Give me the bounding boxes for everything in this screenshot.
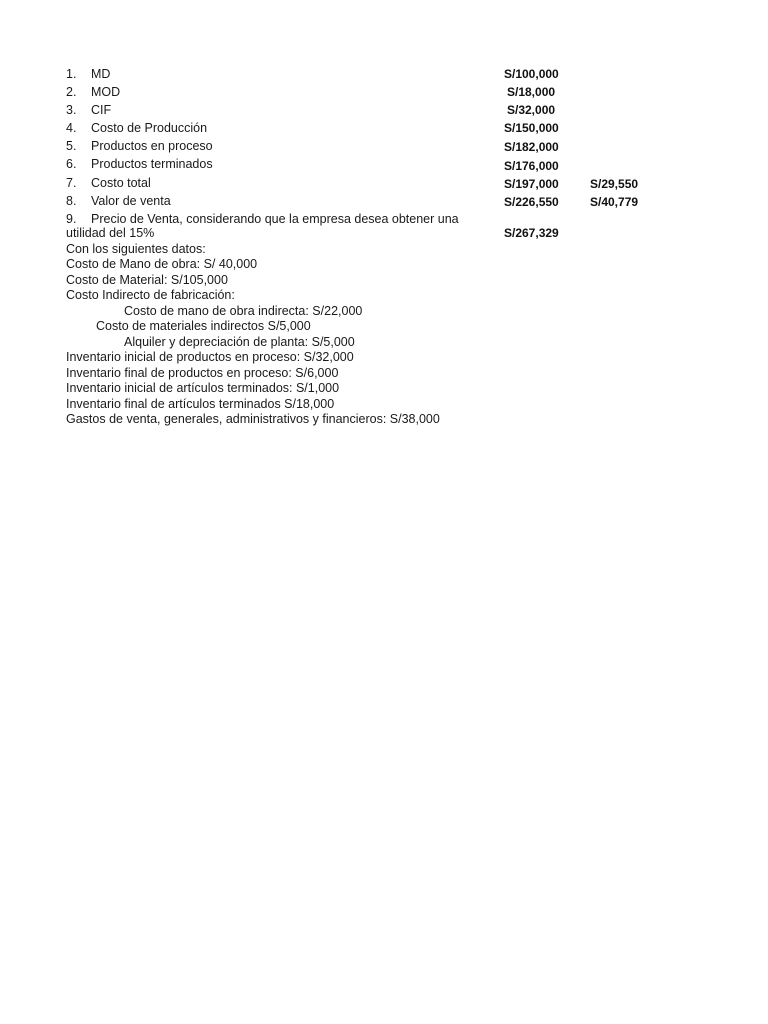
data-mano-obra: Costo de Mano de obra: S/ 40,000 bbox=[66, 257, 258, 271]
item-label: Productos en proceso bbox=[91, 139, 213, 153]
item-value-costo-produccion: S/150,000 bbox=[504, 121, 559, 135]
item-value-mod: S/18,000 bbox=[507, 85, 556, 99]
item-number: 5. bbox=[66, 139, 77, 153]
item-number: 6. bbox=[66, 157, 77, 171]
data-intro: Con los siguientes datos: bbox=[66, 242, 206, 256]
item-label: CIF bbox=[91, 103, 112, 117]
item-value2-costo-total: S/29,550 bbox=[590, 177, 639, 191]
item-number: 4. bbox=[66, 121, 77, 135]
item-number: 1. bbox=[66, 67, 77, 81]
data-materiales-indirectos: Costo de materiales indirectos S/5,000 bbox=[96, 319, 311, 333]
item-value-valor-venta: S/226,550 bbox=[504, 195, 559, 209]
item-label: Valor de venta bbox=[91, 194, 171, 208]
data-mano-obra-indirecta: Costo de mano de obra indirecta: S/22,000 bbox=[124, 304, 363, 318]
item-label: Productos terminados bbox=[91, 157, 213, 171]
data-cif-header: Costo Indirecto de fabricación: bbox=[66, 288, 235, 302]
item-value-productos-proceso: S/182,000 bbox=[504, 140, 559, 154]
item-label-continuation: utilidad del 15% bbox=[66, 226, 155, 240]
item-value2-valor-venta: S/40,779 bbox=[590, 195, 639, 209]
item-label: Precio de Venta, considerando que la empresa desea obtener una bbox=[91, 212, 459, 226]
data-material: Costo de Material: S/105,000 bbox=[66, 273, 228, 287]
data-inv-final-proceso: Inventario final de productos en proceso: S/6,000 bbox=[66, 366, 339, 380]
item-value-costo-total: S/197,000 bbox=[504, 177, 559, 191]
data-inv-inicial-terminados: Inventario inicial de artículos terminados: S/1,000 bbox=[66, 381, 340, 395]
item-label: Costo de Producción bbox=[91, 121, 208, 135]
item-label: MOD bbox=[91, 85, 121, 99]
data-inv-final-terminados: Inventario final de artículos terminados S/18,000 bbox=[66, 397, 335, 411]
item-number: 9. bbox=[66, 212, 77, 226]
item-label: Costo total bbox=[91, 176, 151, 190]
data-alquiler: Alquiler y depreciación de planta: S/5,000 bbox=[124, 335, 355, 349]
item-number: 2. bbox=[66, 85, 77, 99]
data-gastos: Gastos de venta, generales, administrativos y financieros: S/38,000 bbox=[66, 412, 440, 426]
data-inv-inicial-proceso: Inventario inicial de productos en proceso: S/32,000 bbox=[66, 350, 354, 364]
item-value-cif: S/32,000 bbox=[507, 103, 556, 117]
item-number: 7. bbox=[66, 176, 77, 190]
item-number: 8. bbox=[66, 194, 77, 208]
item-number: 3. bbox=[66, 103, 77, 117]
item-value-productos-terminados: S/176,000 bbox=[504, 159, 559, 173]
item-value-md: S/100,000 bbox=[504, 67, 559, 81]
item-label: MD bbox=[91, 67, 111, 81]
item-value-precio-venta: S/267,329 bbox=[504, 226, 559, 240]
